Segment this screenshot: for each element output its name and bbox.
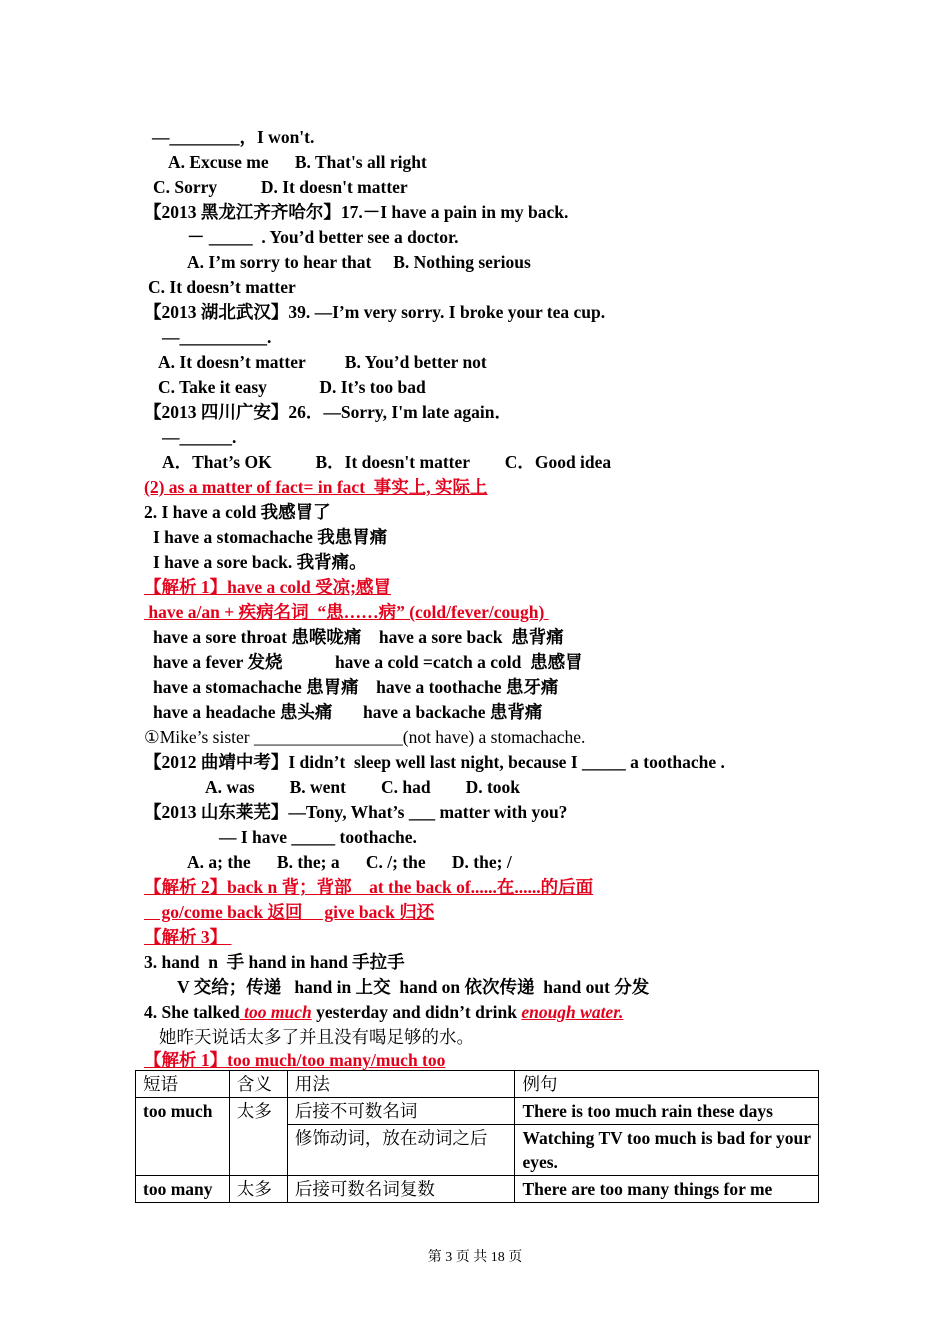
table-cell-phrase: too much bbox=[136, 1098, 230, 1176]
options-line: A. I’m sorry to hear that B. Nothing serious bbox=[187, 252, 531, 272]
phrase-list-line: V 交给；传递 hand in 上交 hand on 依次传递 hand out 分发 bbox=[177, 977, 650, 997]
options-line: C. Sorry D. It doesn't matter bbox=[153, 177, 408, 197]
options-line: A. was B. went C. had D. took bbox=[205, 777, 521, 797]
table-header: 例句 bbox=[515, 1071, 819, 1098]
phrase-list-line: have a fever 发烧 have a cold =catch a cold 患感冒 bbox=[153, 652, 583, 672]
table-row bbox=[136, 1176, 819, 1203]
options-line: C. It doesn’t matter bbox=[148, 277, 296, 297]
table-cell-example: There are too many things for me bbox=[515, 1176, 819, 1203]
section-heading: 2. I have a cold 我感冒了 bbox=[144, 502, 331, 522]
answer-blank-line: － _____ . You’d better see a doctor. bbox=[187, 227, 459, 247]
exercise-line: ①Mike’s sister _________________(not have) a stomachache. bbox=[144, 727, 586, 747]
exam-question: 【2013 黑龙江齐齐哈尔】17.－I have a pain in my back. bbox=[144, 202, 569, 222]
options-line: A. a; the B. the; a C. /; the D. the; / bbox=[187, 852, 512, 872]
table-row bbox=[136, 1098, 819, 1125]
analysis-phrases: go/come back 返回 give back 归还 bbox=[144, 902, 435, 922]
analysis-heading: 【解析 3】 bbox=[144, 927, 232, 947]
options-line: C. Take it easy D. It’s too bad bbox=[158, 377, 426, 397]
highlight-too-much: too much bbox=[239, 1002, 312, 1022]
example-sentence: I have a sore back. 我背痛。 bbox=[153, 552, 367, 572]
table-cell-usage: 修饰动词，放在动词之后 bbox=[287, 1125, 515, 1176]
example-sentence: I have a stomachache 我患胃痛 bbox=[153, 527, 388, 547]
answer-blank-line: —______. bbox=[162, 427, 237, 447]
exam-question: 【2013 四川广安】26．—Sorry, I'm late again． bbox=[144, 402, 512, 422]
analysis-pattern: have a/an + 疾病名词 “患……病” (cold/fever/cough) bbox=[144, 602, 549, 622]
phrase-list-line: have a headache 患头痛 have a backache 患背痛 bbox=[153, 702, 543, 722]
analysis-heading: 【解析 1】too much/too many/much too bbox=[144, 1050, 446, 1070]
table-cell-usage: 后接不可数名词 bbox=[287, 1098, 515, 1125]
phrase-list-line: have a sore throat 患喉咙痛 have a sore back 患背痛 bbox=[153, 627, 564, 647]
analysis-heading: 【解析 1】have a cold 受凉;感冒 bbox=[144, 577, 391, 597]
options-line: A．That’s OK B．It doesn't matter C．Good idea bbox=[162, 452, 612, 472]
exam-question: 【2013 湖北武汉】39. —I’m very sorry. I broke your tea cup. bbox=[144, 302, 606, 322]
answer-blank-line: —__________. bbox=[162, 327, 272, 347]
table-header: 用法 bbox=[287, 1071, 515, 1098]
phrase-note-heading: (2) as a matter of fact= in fact 事实上, 实际上 bbox=[144, 477, 488, 497]
table-cell-meaning: 太多 bbox=[229, 1176, 287, 1203]
sentence-part: yesterday and didn’t drink bbox=[311, 1002, 522, 1022]
table-cell-example: There is too much rain these days bbox=[515, 1098, 819, 1125]
table-header: 短语 bbox=[136, 1071, 230, 1098]
answer-blank-line: — I have _____ toothache. bbox=[219, 827, 417, 847]
sentence-part: 4. She talked bbox=[144, 1002, 240, 1022]
page-footer: 第 3 页 共 18 页 bbox=[427, 1250, 523, 1265]
exam-question: 【2013 山东莱芜】—Tony, What’s ___ matter with you? bbox=[144, 802, 568, 822]
phrase-list-line: have a stomachache 患胃痛 have a toothache 患牙痛 bbox=[153, 677, 559, 697]
table-cell-example: Watching TV too much is bad for your eyes. bbox=[515, 1125, 819, 1176]
table-cell-meaning: 太多 bbox=[229, 1098, 287, 1176]
translation-line: 她昨天说话太多了并且没有喝足够的水。 bbox=[159, 1027, 474, 1047]
answer-blank-line: —________，I won't. bbox=[152, 127, 315, 147]
table-header-row bbox=[136, 1071, 819, 1098]
options-line: A. It doesn’t matter B. You’d better not bbox=[158, 352, 487, 372]
section-heading bbox=[144, 1001, 623, 1023]
exam-question: 【2012 曲靖中考】I didn’t sleep well last night, because I _____ a toothache . bbox=[144, 752, 725, 772]
options-line: A. Excuse me B. That's all right bbox=[168, 152, 427, 172]
analysis-heading: 【解析 2】back n 背；背部 at the back of......在......的后面 bbox=[144, 877, 594, 897]
usage-table bbox=[135, 1070, 819, 1203]
section-heading: 3. hand n 手 hand in hand 手拉手 bbox=[144, 952, 405, 972]
table-header: 含义 bbox=[229, 1071, 287, 1098]
table-cell-phrase: too many bbox=[136, 1176, 230, 1203]
highlight-enough-water: enough water. bbox=[521, 1002, 624, 1022]
table-cell-usage: 后接可数名词复数 bbox=[287, 1176, 515, 1203]
